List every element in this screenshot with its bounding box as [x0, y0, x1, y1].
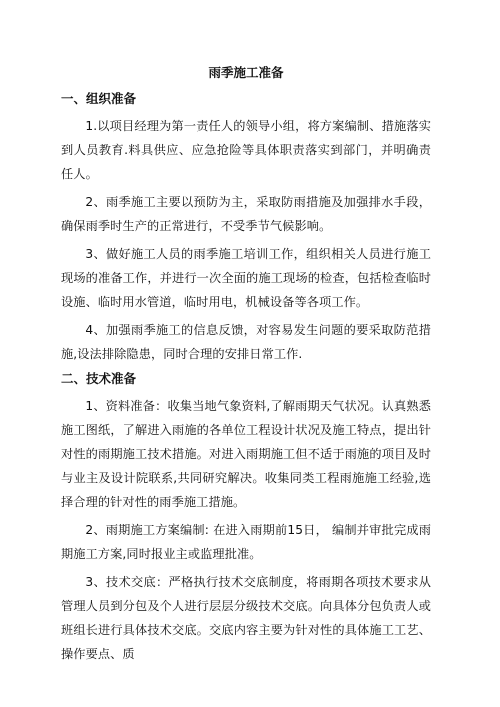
section-organization [61, 90, 431, 366]
paragraph: 1、资料准备：收集当地气象资料,了解雨期天气状况。认真熟悉施工图纸，了解进入雨施的各单位工程设计状况及施工特点，提出针对性的雨期施工技术措施。对进入雨期施工但不适于雨施的项目及时与业主及设计院联系,共同研究解决。收集同类工程雨施施工经验,选择合理的针对性的雨季施工措施。 [61, 399, 431, 509]
paragraph: 2、雨季施工主要以预防为主，采取防雨措施及加强排水手段，确保雨季时生产的正常进行，不受季节气候影响。 [61, 195, 431, 233]
paragraph: 2、雨期施工方案编制: 在进入雨期前15日， 编制并审批完成雨期施工方案,同时报业主或监理批准。 [61, 523, 431, 561]
section-technical [61, 370, 431, 666]
document-page [61, 64, 431, 670]
section-heading: 二、技术准备 [61, 371, 137, 386]
paragraph: 3、做好施工人员的雨季施工培训工作，组织相关人员进行施工现场的准备工作，并进行一次全面的施工现场的检查，包括检查临时设施、临时用水管道，临时用电，机械设备等各项工作。 [61, 247, 431, 309]
document-title: 雨季施工准备 [208, 65, 284, 80]
section-heading: 一、组织准备 [61, 91, 137, 106]
paragraph: 4、加强雨季施工的信息反馈，对容易发生问题的要采取防范措施,设法排除隐患，同时合理的安排日常工作. [61, 323, 431, 361]
paragraph: 1.以项目经理为第一责任人的领导小组，将方案编制、措施落实到人员教育.料具供应、应急抢险等具体职责落实到部门，并明确责任人。 [61, 119, 431, 181]
paragraph: 3、技术交底：严格执行技术交底制度，将雨期各项技术要求从管理人员到分包及个人进行层层分级技术交底。向具体分包负责人或班组长进行具体技术交底。交底内容主要为针对性的具体施工工艺、操作要点、质 [61, 575, 431, 661]
